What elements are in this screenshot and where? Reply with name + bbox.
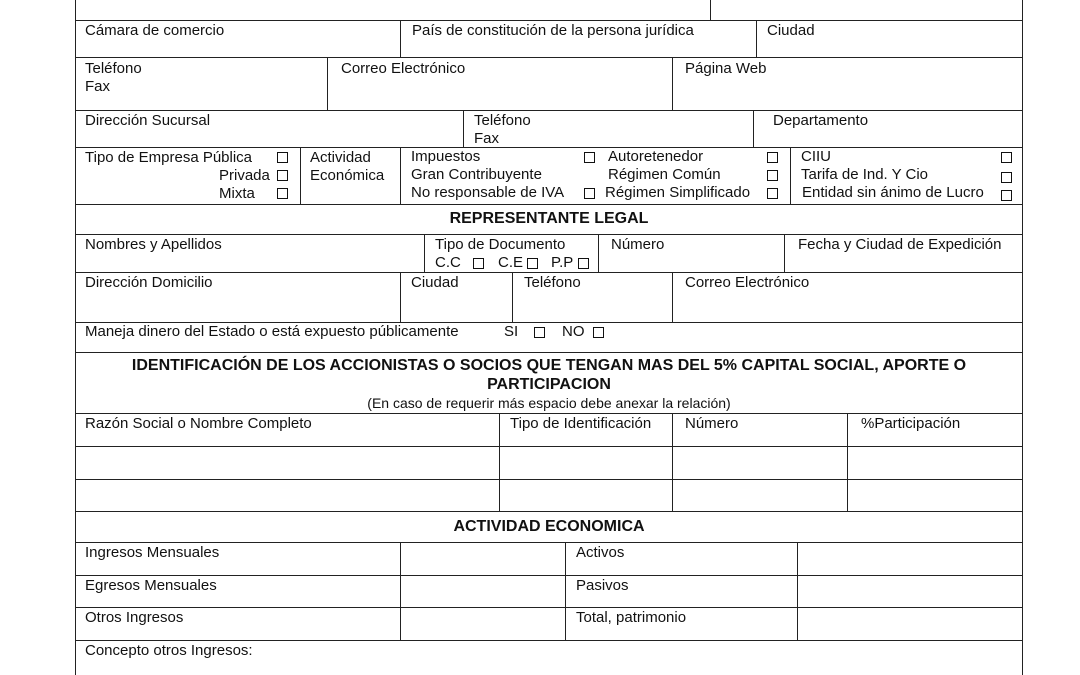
public-money-no-checkbox[interactable]: [593, 327, 604, 338]
shareholder-id-type-header: Tipo de Identificación: [510, 415, 652, 432]
legal-representative-heading: REPRESENTANTE LEGAL: [449, 210, 649, 227]
big-taxpayer-checkbox[interactable]: [584, 152, 595, 163]
other-income-label: Otros Ingresos: [85, 609, 184, 626]
table-rule: [710, 0, 711, 20]
country-of-incorporation-label: País de constitución de la persona jurídica: [412, 22, 694, 39]
company-fax-label: Fax: [85, 78, 111, 95]
table-rule: [400, 272, 401, 322]
doc-ce-label: C.E: [498, 254, 524, 271]
table-rule: [75, 147, 1023, 148]
table-rule: [753, 110, 754, 147]
table-rule: [463, 110, 464, 147]
economic-activity-label-1: Actividad: [310, 149, 371, 166]
big-taxpayer-label: Gran Contribuyente: [411, 166, 542, 183]
table-rule: [300, 147, 301, 204]
public-checkbox[interactable]: [277, 152, 288, 163]
company-website-label: Página Web: [685, 60, 767, 77]
shareholder-number-header: Número: [685, 415, 739, 432]
doc-cc-checkbox[interactable]: [473, 258, 484, 269]
doc-ce-checkbox[interactable]: [527, 258, 538, 269]
branch-phone-label: Teléfono: [474, 112, 531, 129]
table-rule: [75, 446, 1023, 447]
table-rule: [75, 204, 1023, 205]
assets-label: Activos: [576, 544, 625, 561]
shareholders-heading-line2: PARTICIPACION: [487, 376, 611, 393]
branch-fax-label: Fax: [474, 130, 500, 147]
doc-cc-label: C.C: [435, 254, 461, 271]
shareholders-heading-line1: IDENTIFICACIÓN DE LOS ACCIONISTAS O SOCIOS QUE TENGAN MAS DEL 5% CAPITAL SOCIAL, APORTE O: [131, 357, 967, 374]
self-withholder-label: Autoretenedor: [608, 148, 704, 165]
non-profit-checkbox[interactable]: [1001, 190, 1012, 201]
company-type-public-label: Tipo de Empresa Pública: [85, 149, 253, 166]
simplified-regime-label: Régimen Simplificado: [605, 184, 751, 201]
table-rule: [75, 575, 1023, 576]
form-border-left: [75, 0, 76, 675]
mixed-checkbox[interactable]: [277, 188, 288, 199]
rep-email-label: Correo Electrónico: [685, 274, 810, 291]
public-money-no-label: NO: [562, 323, 585, 340]
table-rule: [790, 147, 791, 204]
rep-issue-date-city-label: Fecha y Ciudad de Expedición: [798, 236, 1002, 253]
table-rule: [598, 234, 599, 272]
table-rule: [75, 57, 1023, 58]
table-rule: [75, 542, 1023, 543]
economic-activity-heading: ACTIVIDAD ECONOMICA: [453, 518, 645, 535]
table-rule: [75, 272, 1023, 273]
shareholder-share-header: %Participación: [861, 415, 961, 432]
table-rule: [75, 352, 1023, 353]
table-rule: [327, 57, 328, 110]
other-income-concept-label: Concepto otros Ingresos:: [85, 642, 253, 659]
table-rule: [75, 234, 1023, 235]
shareholders-note: (En caso de requerir más espacio debe anexar la relación): [367, 395, 731, 411]
ind-cio-rate-checkbox[interactable]: [1001, 172, 1012, 183]
self-withholder-checkbox[interactable]: [767, 152, 778, 163]
table-rule: [75, 607, 1023, 608]
table-rule: [784, 234, 785, 272]
table-rule: [75, 413, 1023, 414]
form-border-right: [1022, 0, 1023, 675]
table-rule: [400, 20, 401, 57]
simplified-regime-checkbox[interactable]: [767, 188, 778, 199]
table-rule: [499, 413, 500, 511]
table-rule: [400, 542, 401, 640]
table-rule: [672, 413, 673, 511]
rep-number-label: Número: [611, 236, 665, 253]
public-money-label: Maneja dinero del Estado o está expuesto públicamente: [85, 323, 459, 340]
common-regime-label: Régimen Común: [608, 166, 721, 183]
rep-doc-type-label: Tipo de Documento: [435, 236, 566, 253]
ciiu-checkbox[interactable]: [1001, 152, 1012, 163]
rep-home-address-label: Dirección Domicilio: [85, 274, 213, 291]
registration-form: [75, 0, 1023, 675]
table-rule: [424, 234, 425, 272]
not-vat-responsible-checkbox[interactable]: [584, 188, 595, 199]
company-phone-label: Teléfono: [85, 60, 142, 77]
ind-cio-rate-label: Tarifa de Ind. Y Cio: [801, 166, 929, 183]
rep-names-label: Nombres y Apellidos: [85, 236, 222, 253]
private-checkbox[interactable]: [277, 170, 288, 181]
table-rule: [75, 110, 1023, 111]
ciiu-label: CIIU: [801, 148, 831, 165]
common-regime-checkbox[interactable]: [767, 170, 778, 181]
table-rule: [75, 479, 1023, 480]
table-rule: [400, 147, 401, 204]
chamber-of-commerce-label: Cámara de comercio: [85, 22, 225, 39]
liabilities-label: Pasivos: [576, 577, 629, 594]
not-vat-responsible-label: No responsable de IVA: [411, 184, 565, 201]
table-rule: [75, 511, 1023, 512]
table-rule: [75, 640, 1023, 641]
table-rule: [797, 542, 798, 640]
company-type-private-label: Privada: [219, 167, 270, 184]
doc-pp-checkbox[interactable]: [578, 258, 589, 269]
total-equity-label: Total, patrimonio: [576, 609, 687, 626]
rep-city-label: Ciudad: [411, 274, 459, 291]
economic-activity-label-2: Económica: [310, 167, 385, 184]
taxes-label: Impuestos: [411, 148, 481, 165]
department-label: Departamento: [773, 112, 869, 129]
table-rule: [512, 272, 513, 322]
company-type-mixed-label: Mixta: [219, 185, 255, 202]
table-rule: [672, 57, 673, 110]
branch-address-label: Dirección Sucursal: [85, 112, 211, 129]
company-email-label: Correo Electrónico: [341, 60, 466, 77]
rep-phone-label: Teléfono: [524, 274, 581, 291]
monthly-income-label: Ingresos Mensuales: [85, 544, 220, 561]
table-rule: [756, 20, 757, 57]
public-money-yes-checkbox[interactable]: [534, 327, 545, 338]
table-rule: [565, 542, 566, 640]
public-money-yes-label: SI: [504, 323, 519, 340]
table-rule: [672, 272, 673, 322]
shareholder-name-header: Razón Social o Nombre Completo: [85, 415, 312, 432]
non-profit-label: Entidad sin ánimo de Lucro: [802, 184, 984, 201]
doc-pp-label: P.P: [551, 254, 574, 271]
monthly-expenses-label: Egresos Mensuales: [85, 577, 217, 594]
table-rule: [75, 20, 1023, 21]
table-rule: [847, 413, 848, 511]
company-city-label: Ciudad: [767, 22, 815, 39]
